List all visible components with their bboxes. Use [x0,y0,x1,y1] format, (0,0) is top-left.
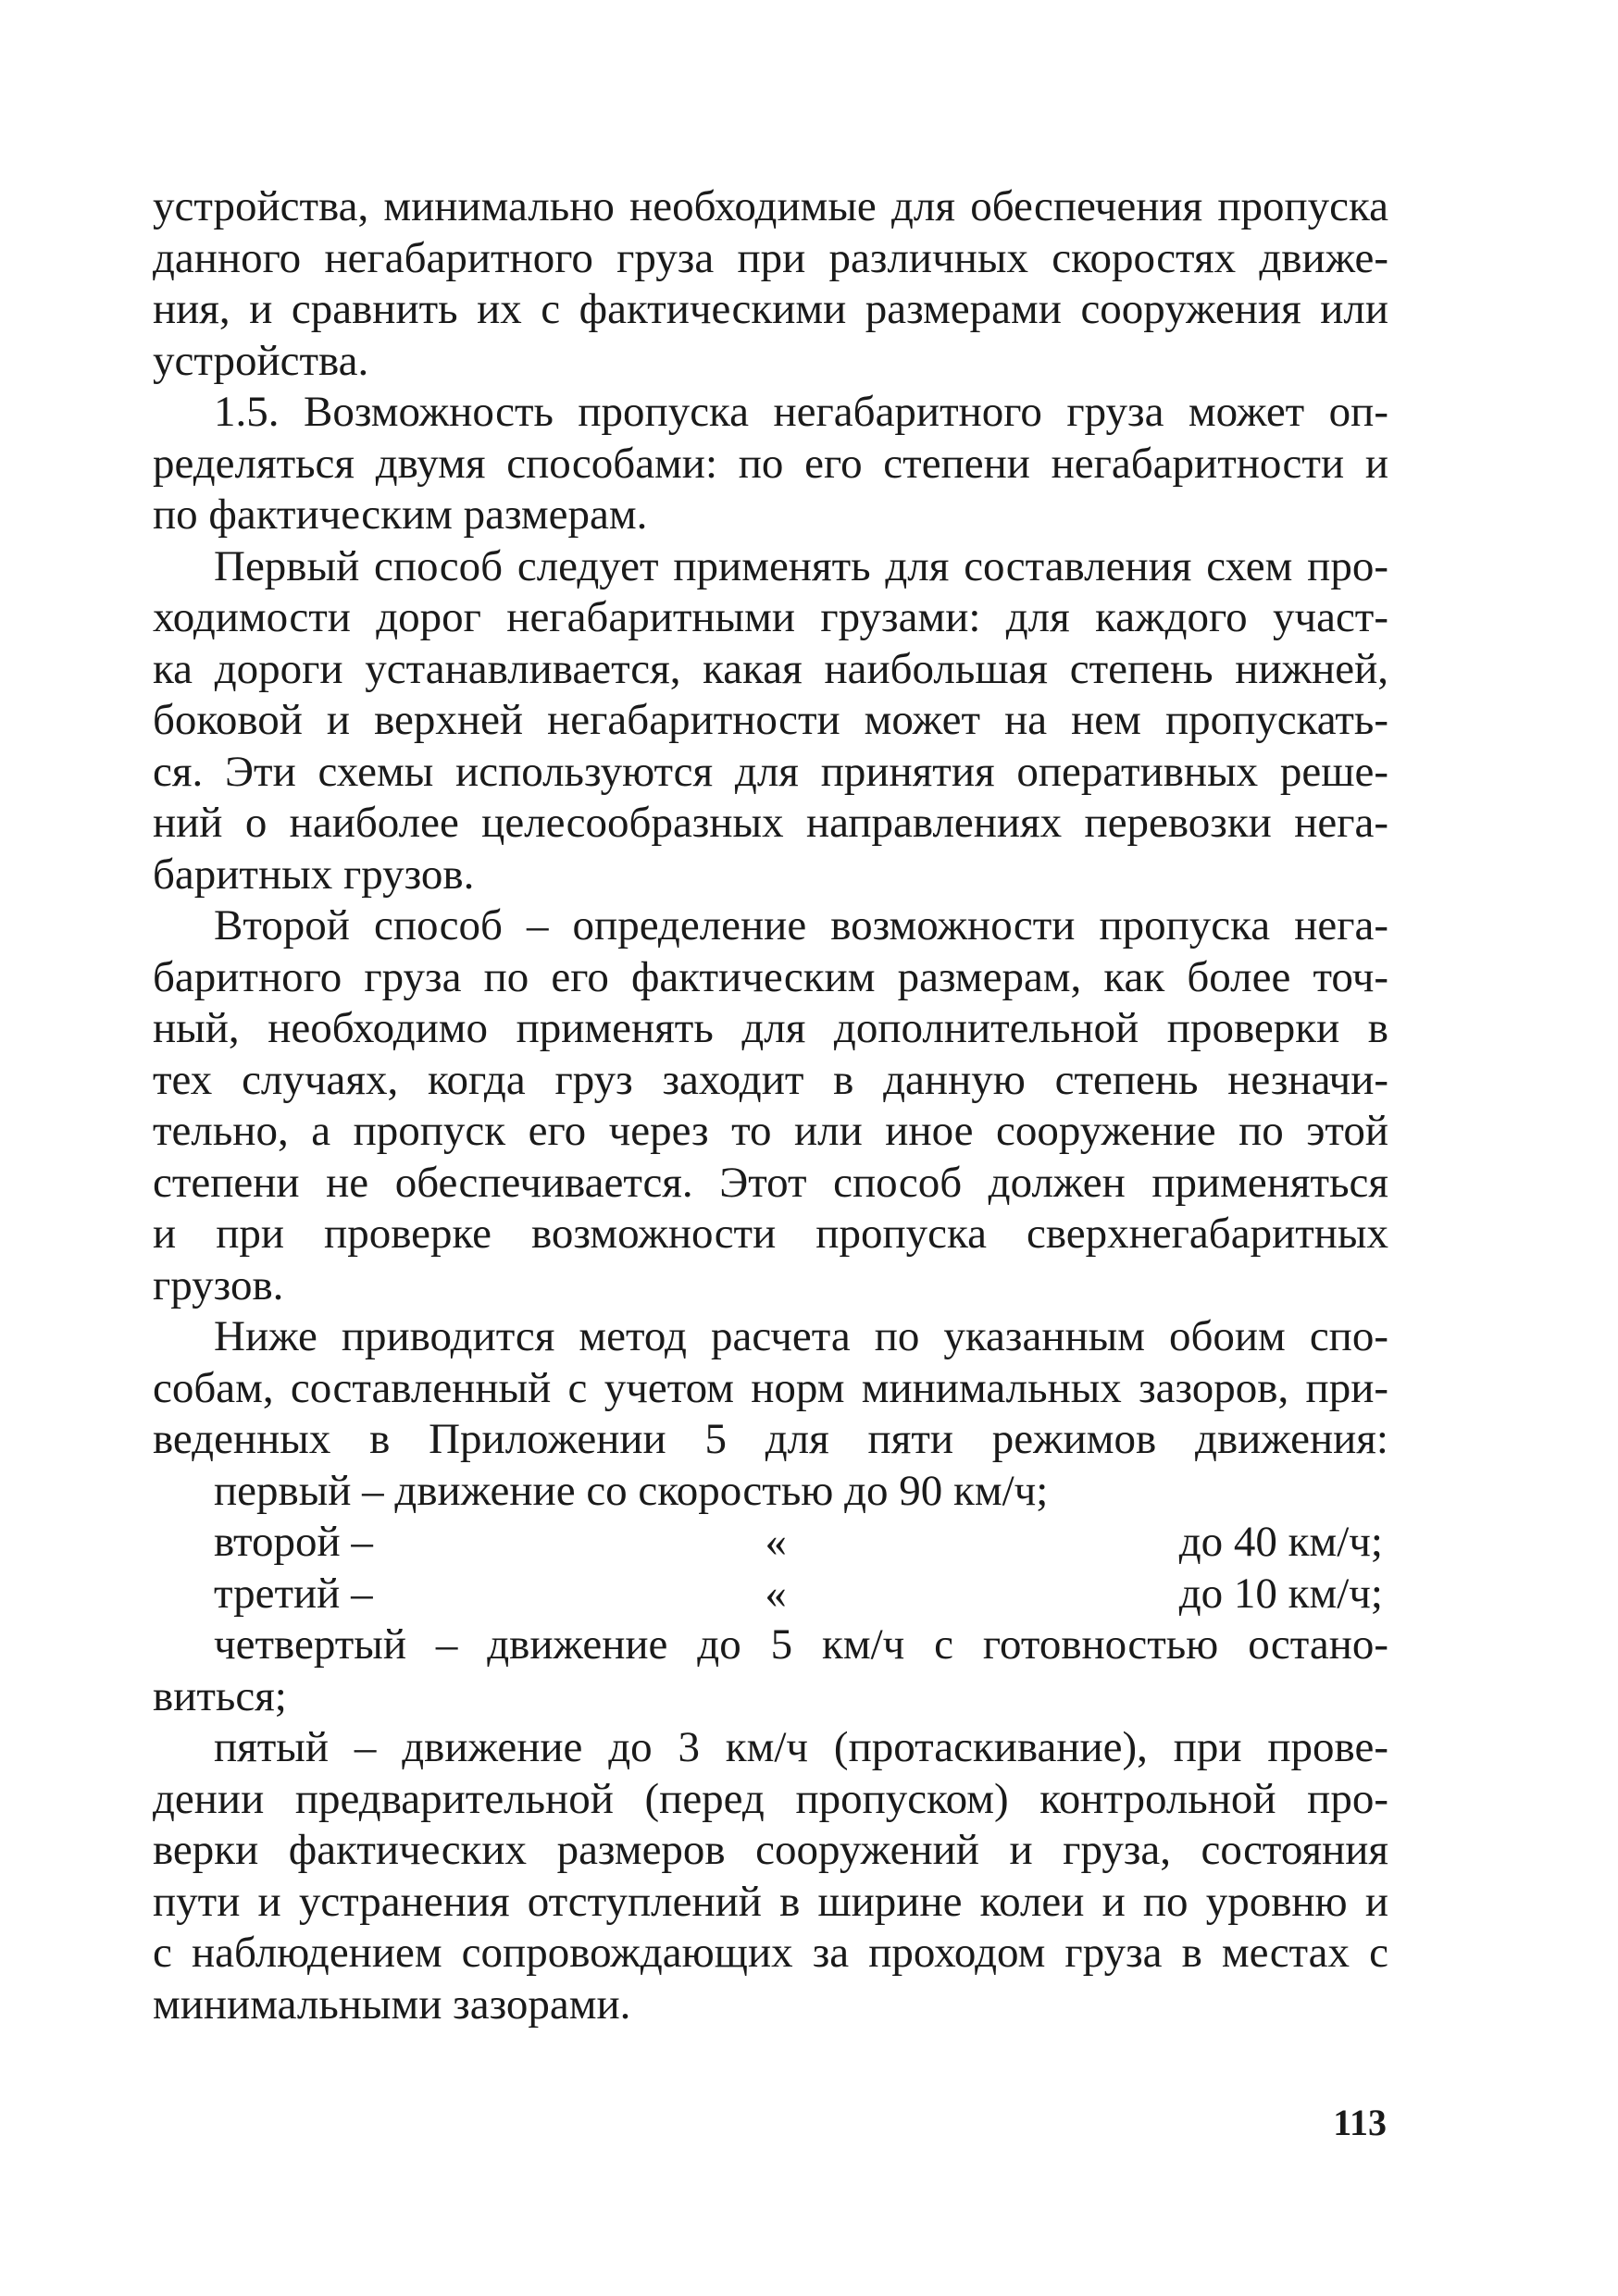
text-line: веденных в Приложении 5 для пяти режимов движения: [153,1415,1388,1463]
text-line: ределяться двумя способами: по его степени негабаритности и [153,439,1388,488]
text-line: ния, и сравнить их с фактическими размерами сооружения или [153,285,1388,333]
text-line: тельно, а пропуск его через то или иное сооружение по этой [153,1107,1388,1155]
text-line: четвертый – движение до 5 км/ч с готовностью остано- [214,1620,1388,1669]
mode-label: третий – [214,1569,373,1618]
text-line: верки фактических размеров сооружений и груза, состояния [153,1826,1388,1874]
text-line: устройства, минимально необходимые для обеспечения пропуска [153,182,1388,230]
text-line: с наблюдением сопровождающих за проходом груза в местах с [153,1929,1388,1977]
text-line: минимальными зазорами. [153,1980,631,2029]
text-line: ходимости дорог негабаритными грузами: для каждого участ- [153,593,1388,641]
page-number: 113 [1333,2102,1387,2143]
text-line: по фактическим размерам. [153,490,648,539]
text-line: баритных грузов. [153,850,475,899]
text-line: баритного груза по его фактическим размерам, как более точ- [153,952,1388,1001]
ditto-mark: « [765,1569,787,1618]
text-line: устройства. [153,336,369,385]
text-line: ка дороги устанавливается, какая наибольшая степень нижней, [153,644,1388,693]
text-line: боковой и верхней негабаритности может на нем пропускать- [153,696,1388,744]
text-line: Ниже приводится метод расчета по указанным обоим спо- [214,1312,1388,1360]
text-line: 1.5. Возможность пропуска негабаритного груза может оп- [214,388,1388,436]
text-line: пятый – движение до 3 км/ч (протаскивание), при прове- [214,1723,1388,1771]
ditto-mark: « [765,1518,788,1566]
text-line: пути и устранения отступлений в ширине колеи и по уровню и [153,1877,1388,1926]
text-line: тех случаях, когда груз заходит в данную степень незначи- [153,1055,1388,1104]
text-line: ний о наиболее целесообразных направлениях перевозки нега- [153,799,1388,847]
text-line: дении предварительной (перед пропуском) контрольной про- [153,1774,1388,1823]
text-line: степени не обеспечивается. Этот способ должен применяться [153,1158,1388,1207]
text-line: Второй способ – определение возможности пропуска нега- [214,901,1388,949]
text-line: и при проверке возможности пропуска сверхнегабаритных [153,1210,1388,1258]
text-line: ся. Эти схемы используются для принятия оперативных реше- [153,747,1388,796]
mode-line-third [153,1569,1388,1620]
mode-line-second [153,1517,1388,1569]
text-line: Первый способ следует применять для составления схем про- [214,541,1388,590]
text-line: собам, составленный с учетом норм минимальных зазоров, при- [153,1363,1388,1412]
mode-label: второй – [214,1518,373,1566]
text-line: виться; [153,1671,287,1720]
body-text [153,181,1388,2030]
text-line: грузов. [153,1260,284,1309]
text-line: данного негабаритного груза при различных скоростях движе- [153,233,1388,282]
mode-speed: до 10 км/ч; [1178,1569,1383,1618]
mode-speed: до 40 км/ч; [1178,1518,1383,1566]
text-line: ный, необходимо применять для дополнительной проверки в [153,1004,1388,1052]
text-line: первый – движение со скоростью до 90 км/ч; [214,1466,1049,1515]
